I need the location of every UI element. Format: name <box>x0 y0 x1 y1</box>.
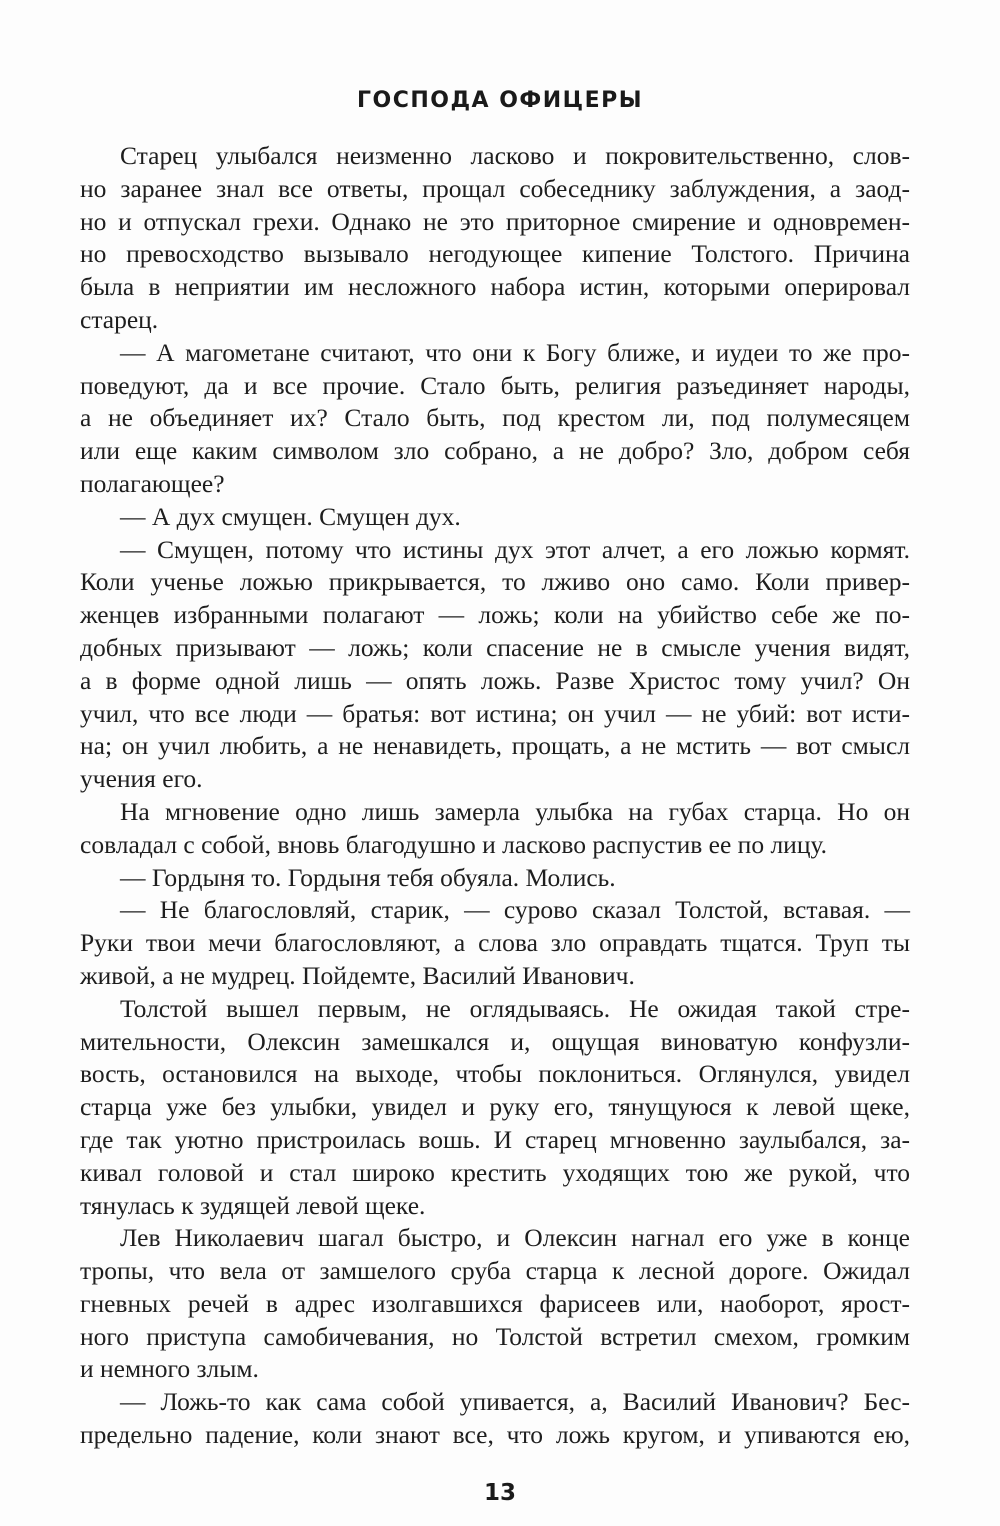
text-line: ного приступа самобичевания, но Толстой встретил смехом, громким <box>80 1321 910 1351</box>
text-line: Толстой вышел первым, не оглядываясь. Не ожидая такой стре- <box>120 993 910 1023</box>
text-line: старца уже без улыбки, увидел и руку его, тянущуюся к левой щеке, <box>80 1092 910 1122</box>
text-line: — Гордыня то. Гордыня тебя обуяла. Молись. <box>120 862 616 892</box>
text-line: но заранее знал все ответы, прощал собеседнику заблуждения, а заод- <box>80 173 910 203</box>
text-line: но превосходство вызывало негодующее кипение Толстого. Причина <box>80 239 910 269</box>
text-line: была в неприятии им несложного набора истин, которыми оперировал <box>80 272 910 302</box>
text-line: Старец улыбался неизменно ласково и покровительственно, слов- <box>120 141 910 170</box>
text-line: и немного злым. <box>80 1354 259 1384</box>
text-line: учил, что все люди — братья: вот истина; он учил — не убий: вот исти- <box>80 698 910 728</box>
text-line: гневных речей в адрес изолгавшихся фарисеев или, наоборот, ярост- <box>80 1288 910 1318</box>
text-line: — Не благословляй, старик, — сурово сказал Толстой, вставая. — <box>120 895 910 925</box>
text-line: а в форме одной лишь — опять ложь. Разве Христос тому учил? Он <box>80 665 910 695</box>
text-line: но и отпускал грехи. Однако не это приторное смирение и одновремен- <box>80 206 910 236</box>
text-line: Лев Николаевич шагал быстро, и Олексин нагнал его уже в конце <box>120 1223 910 1253</box>
text-line: — А дух смущен. Смущен дух. <box>120 501 461 531</box>
text-line: или еще каким символом зло собрано, а не добро? Зло, добром себя <box>80 436 910 466</box>
text-line: предельно падение, коли знают все, что ложь кругом, и упиваются ею, <box>80 1420 910 1450</box>
text-line: добных призывают — ложь; коли спасение не в смысле учения видят, <box>80 632 910 662</box>
text-line: кивал головой и стал широко крестить уходящих тою же рукой, что <box>80 1157 910 1187</box>
text-line: Руки твои мечи благословляют, а слова зло оправдать тщатся. Труп ты <box>80 928 910 958</box>
text-line: мительности, Олексин замешкался и, ощущая виноватую конфузли- <box>80 1026 910 1056</box>
text-line: старец. <box>80 304 159 334</box>
text-line: На мгновение одно лишь замерла улыбка на губах старца. Но он <box>120 796 910 826</box>
text-line: — Смущен, потому что истины дух этот алчет, а его ложью кормят. <box>120 534 910 564</box>
text-line: — Ложь-то как сама собой упивается, а, Василий Иванович? Бес- <box>120 1387 910 1417</box>
text-line: живой, а не мудрец. Пойдемте, Василий Иванович. <box>80 960 635 990</box>
text-line: полагающее? <box>80 468 225 498</box>
text-line: вость, остановился на выходе, чтобы поклониться. Оглянулся, увидел <box>80 1059 910 1089</box>
text-line: — А магометане считают, что они к Богу ближе, и иудеи то же про- <box>120 337 910 367</box>
text-line: тянулась к зудящей левой щеке. <box>80 1190 426 1220</box>
text-line: Коли ученье ложью прикрывается, то лживо оно само. Коли привер- <box>80 567 910 597</box>
body-text <box>80 140 910 1452</box>
text-line: где так уютно пристроилась вошь. И старец мгновенно заулыбался, за- <box>80 1124 910 1154</box>
text-line: совладал с собой, вновь благодушно и ласково распустив ее по лицу. <box>80 829 828 859</box>
text-line: учения его. <box>80 764 203 794</box>
text-line: а не объединяет их? Стало быть, под крестом ли, под полумесяцем <box>80 403 910 433</box>
text-line: женцев избранными полагают — ложь; коли на убийство себе же по- <box>80 600 910 630</box>
page-number: 13 <box>483 1480 516 1506</box>
text-line: тропы, что вела от замшелого сруба старца к лесной дороге. Ожидал <box>80 1256 910 1286</box>
text-line: на; он учил любить, а не ненавидеть, прощать, а не мстить — вот смысл <box>80 731 910 761</box>
text-line: поведуют, да и все прочие. Стало быть, религия разъединяет народы, <box>80 370 910 400</box>
running-header: ГОСПОДА ОФИЦЕРЫ <box>356 88 644 113</box>
